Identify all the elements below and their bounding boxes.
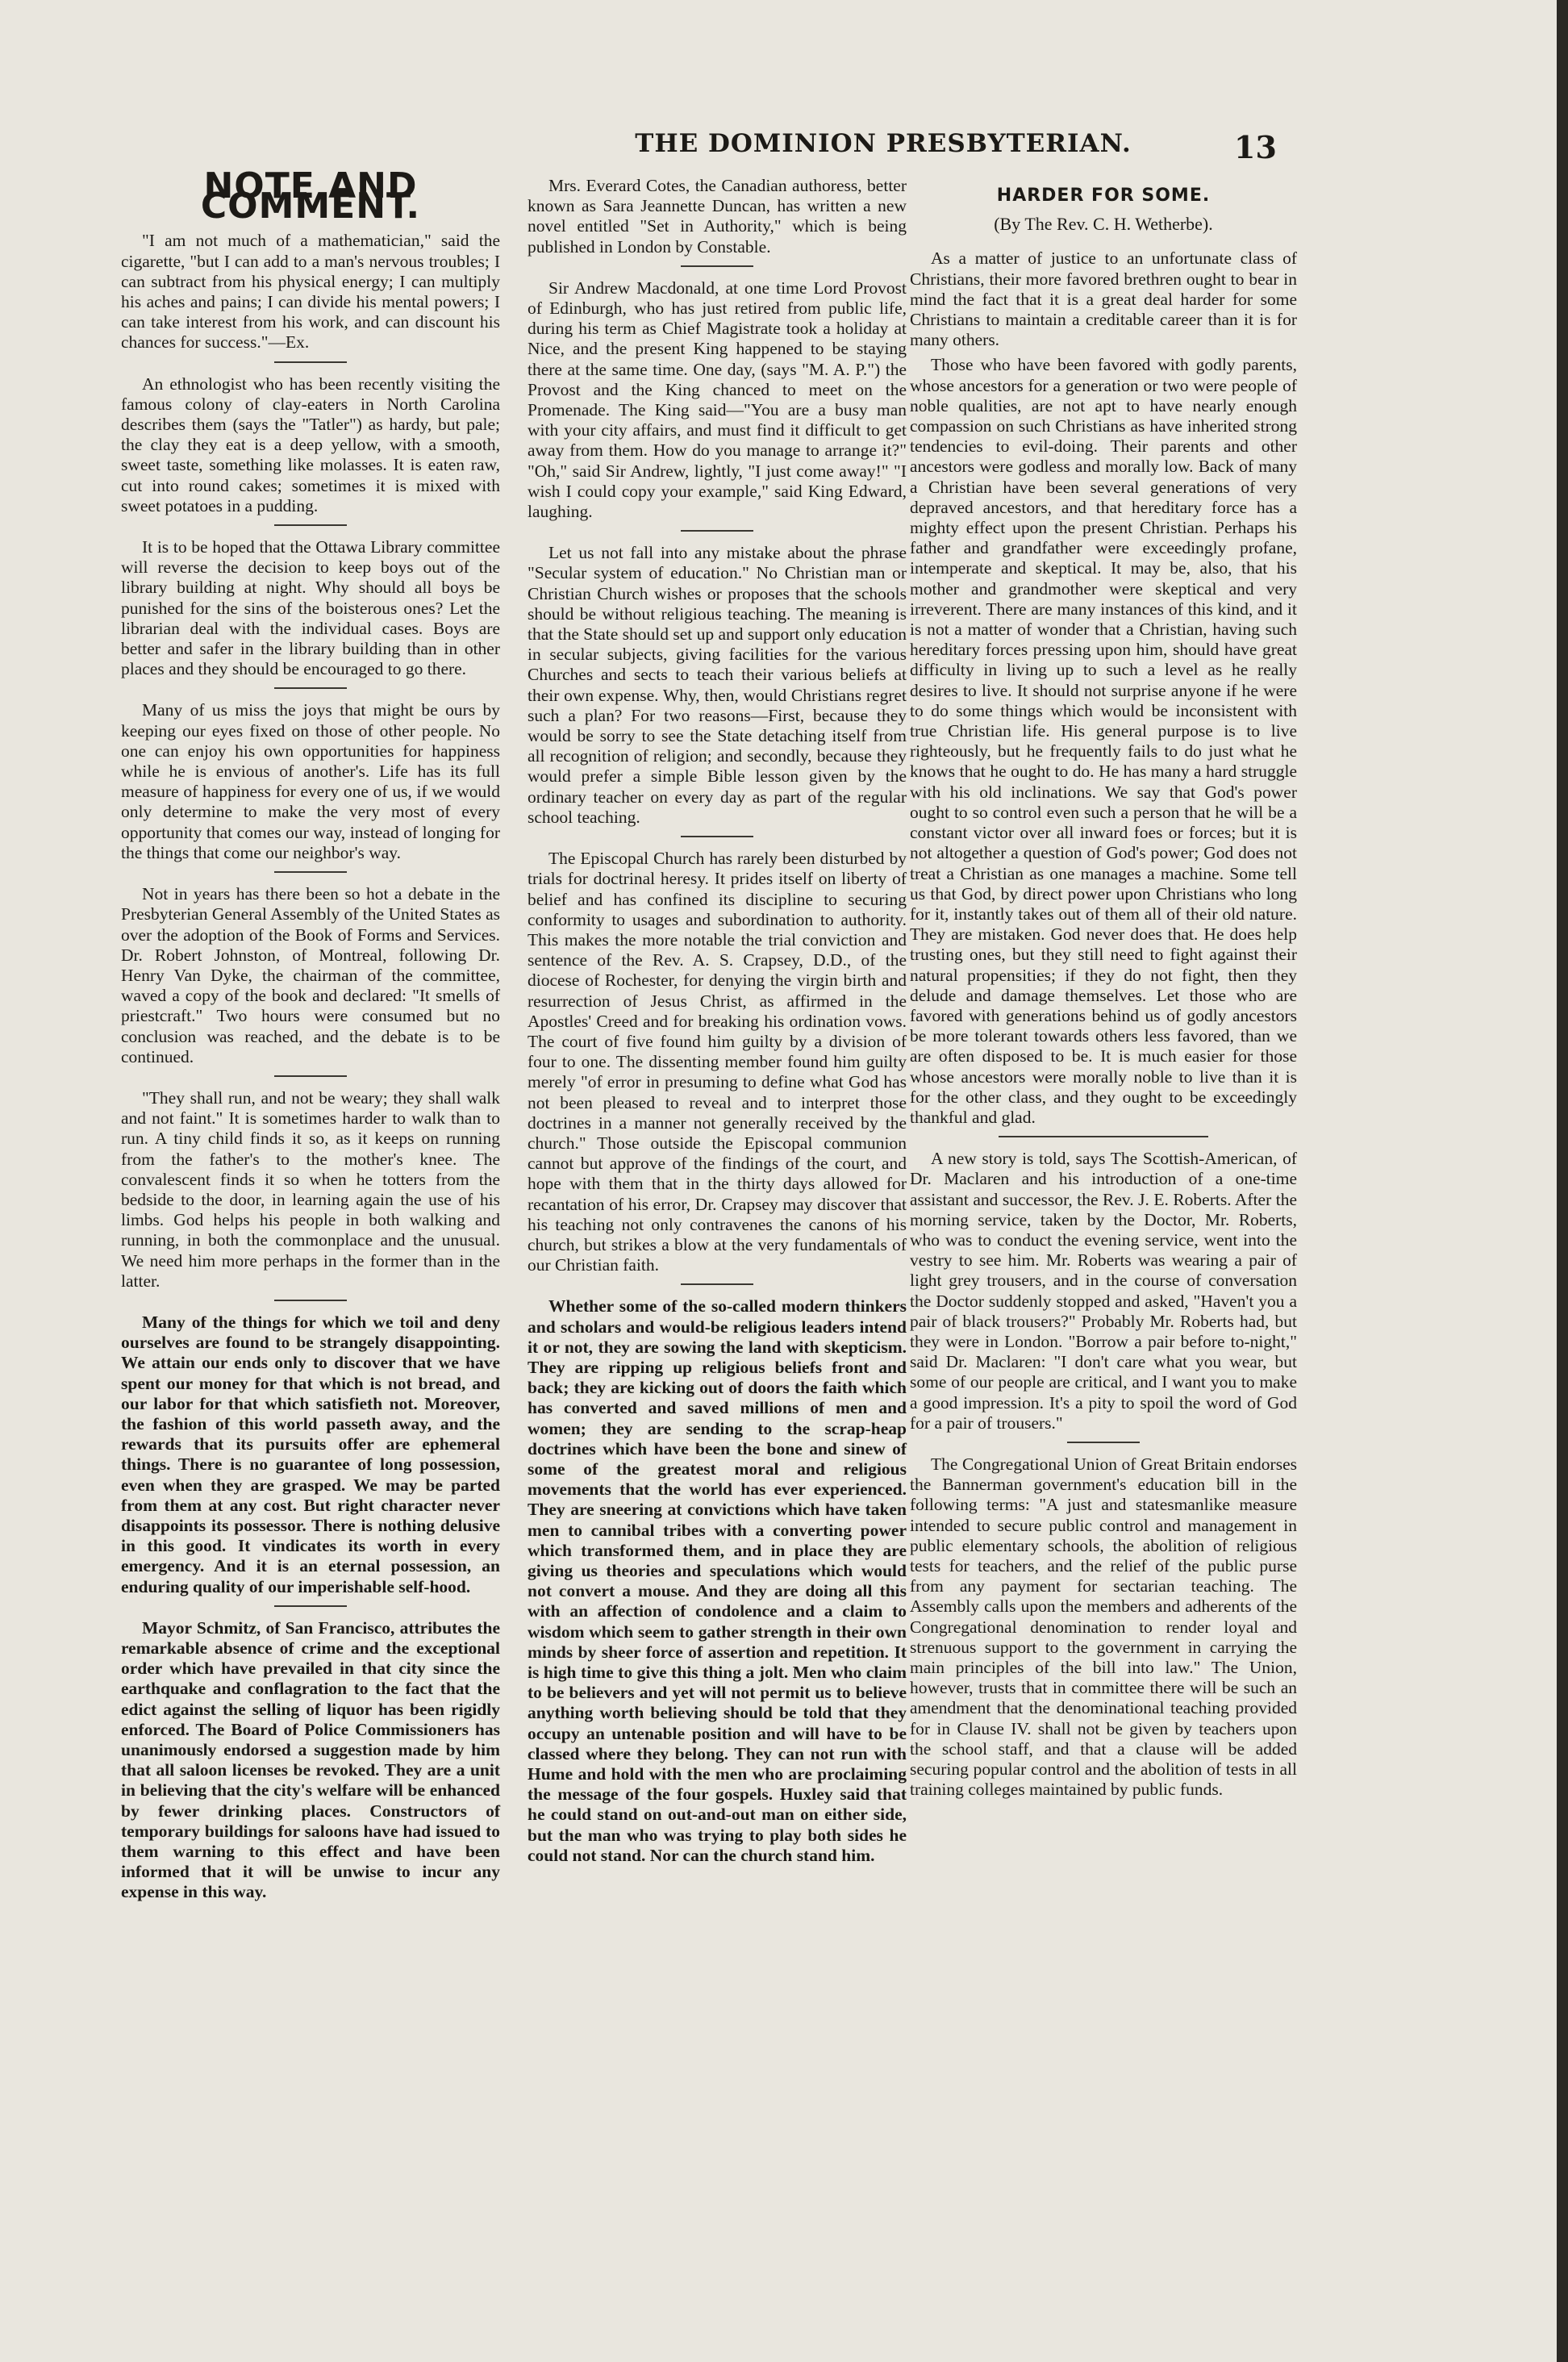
news-item — [121, 1312, 500, 1597]
news-paragraph: "They shall run, and not be weary; they shall walk and not faint." It is sometimes harder to walk than to run. A tiny child finds it so, as it keeps on running from the father's to the mother's knee. The convalescent finds it so when he totters from the bedside to the door, in learning again the use of his limbs. God helps his people in both walking and running, in both the commonplace and the unusual. We need him more perhaps in the former than in the latter. — [121, 1087, 500, 1291]
item-divider — [681, 530, 753, 532]
article-paragraph: As a matter of justice to an unfortunate class of Christians, their more favored brethren ought to bear in mind the fact that it is a great deal harder for some Christians to maintain a creditable career than it is for many others. — [910, 248, 1297, 350]
item-divider — [274, 1075, 347, 1077]
news-item — [528, 543, 907, 828]
news-item — [121, 1618, 500, 1903]
news-item — [528, 278, 907, 522]
column-3 — [910, 176, 1297, 1805]
news-item — [121, 374, 500, 516]
article-paragraph: Those who have been favored with godly parents, whose ancestors for a generation or two were people of noble qualities, are not apt to have nearly enough compassion on such Christians as have inherited strong tendencies to evil-doing. Their parents and other ancestors were godless and morally low. Back of many a Christian have been several generations of very depraved ancestors, and that hereditary force has a mighty effect upon the present Christian. Perhaps his father and grandfather were exceedingly profane, intemperate and skeptical. It may be, also, that his mother and grandmother were skeptical and very irreverent. There are many instances of this kind, and it is not a matter of wonder that a Christian, having such hereditary forces pressing upon him, should have great difficulty in living up to such a level as he really desires to live. It should not surprise anyone if he were to do some things which would be inconsistent with true Christian life. His general purpose is to live righteously, but he frequently fails to do just what he knows that he ought to do. He has many a hard struggle with his old inclinations. We say that God's power ought to so control even such a person that he will be a constant victor over all inward foes or forces; but it is not altogether a question of God's power; God does not treat a Christian as one manages a machine. Some tell us that God, by direct power upon Christians who long for it, instantly takes out of them all of their old nature. They are mistaken. God never does that. He does help trusting ones, but they still need to fight against their natural propensities; if they do not fight, then they delude and damage themselves. Let those who are favored with generations behind us of godly ancestors be more tolerant towards others less favored, than we are often disposed to be. It is much easier for those whose ancestors were morally noble to live than it is for the other class, and they ought to be exceedingly thankful and glad. — [910, 355, 1297, 1127]
news-paragraph: Whether some of the so-called modern thinkers and scholars and would-be religious leaders intend it or not, they are sowing the land with skepticism. They are ripping up religious beliefs front and back; they are kicking out of doors the faith which has converted and saved millions of men and women; they are sending to the scrap-heap doctrines which have been the bone and sinew of some of the greatest moral and religious movements that the world has ever experienced. They are sneering at convictions which have taken men to cannibal tribes with a converting power which transformed them, and in place they are giving us theories and speculations which would not convert a mouse. And they are doing all this with an affection of condolence and a claim to wisdom which seem to gather strength in their own minds by sheer force of assertion and repetition. It is high time to give this thing a jolt. Men who claim to be believers and yet will not permit us to believe anything worth believing should be told that they occupy an untenable position and will have to be classed where they belong. They can not run with Hume and hold with the men who are proclaiming the message of the four gospels. Huxley said that he could stand on out-and-out man on either side, but the man who was trying to play both sides he could not stand. Nor can the church stand him. — [528, 1296, 907, 1865]
item-divider — [274, 871, 347, 873]
article-byline: (By The Rev. C. H. Wetherbe). — [994, 214, 1213, 235]
column-1-items — [121, 231, 500, 1902]
page-edge-border — [1557, 0, 1568, 2362]
news-paragraph: Many of the things for which we toil and deny ourselves are found to be strangely disappointing. We attain our ends only to discover that we have spent our money for that which is not bread, and our labor for that which satisfieth not. Moreover, the fashion of this world passeth away, and the rewards that its pursuits offer are ephemeral things. There is no guarantee of long possession, even when they are grasped. We may be parted from them at any cost. But right character never disappoints its possessor. There is nothing delusive in this good. It vindicates its worth in every emergency. And it is an eternal possession, an enduring quality of our imperishable self-hood. — [121, 1312, 500, 1596]
news-item — [121, 884, 500, 1067]
page-number: 13 — [1234, 129, 1277, 165]
item-divider — [274, 1300, 347, 1301]
article-title: HARDER FOR SOME. — [996, 186, 1211, 206]
item-divider — [274, 1605, 347, 1607]
news-paragraph: Mrs. Everard Cotes, the Canadian authoress, better known as Sara Jeannette Duncan, has written a new novel entitled "Set in Authority," which is being published in London by Constable. — [528, 176, 907, 257]
section-title: NOTE AND COMMENT. — [200, 165, 421, 227]
news-paragraph: Not in years has there been so hot a debate in the Presbyterian General Assembly of the United States as over the adoption of the Book of Forms and Services. Dr. Robert Johnston, of Montreal, following Dr. Henry Van Dyke, the chairman of the committee, waved a copy of the book and declared: "It smells of priestcraft." Two hours were consumed but no conclusion was reached, and the debate is to be continued. — [121, 884, 500, 1066]
news-paragraph: A new story is told, says The Scottish-American, of Dr. Maclaren and his introduction of a one-time assistant and successor, the Rev. J. E. Roberts. After the morning service, taken by the Doctor, Mr. Roberts, who was to conduct the evening service, went into the vestry to see him. Mr. Roberts was wearing a pair of light grey trousers, and in the course of conversation the Doctor suddenly stopped and asked, "Haven't you a pair of black trousers?" Probably Mr. Roberts had, but they were in London. "Borrow a pair before to-night," said Dr. Maclaren: "I don't care what you wear, but some of our people are critical, and I want you to make a good impression. It's a pity to spoil the word of God for a pair of trousers." — [910, 1149, 1297, 1433]
news-item — [910, 1149, 1297, 1433]
page-header — [452, 129, 1315, 158]
item-divider — [681, 1283, 753, 1285]
news-paragraph: "I am not much of a mathematician," said the cigarette, "but I can add to a man's nervous troubles; I can subtract from his physical energy; I can multiply his aches and pains; I can divide his mental powers; I can take interest from his work, and can discount his chances for success."—Ex. — [121, 231, 500, 353]
news-paragraph: Many of us miss the joys that might be ours by keeping our eyes fixed on those of other people. No one can enjoy his own opportunities for happiness while he is envious of another's. Life has its full measure of happiness for every one of us, if we would only determine to make the very most of every opportunity that comes our way, instead of longing for the things that come our neighbor's way. — [121, 700, 500, 862]
item-divider — [274, 687, 347, 689]
news-item — [528, 176, 907, 257]
item-divider — [1067, 1442, 1140, 1443]
item-divider — [681, 265, 753, 267]
column-2-items — [528, 176, 907, 1866]
news-item — [121, 231, 500, 353]
news-item — [528, 849, 907, 1275]
news-item — [121, 700, 500, 863]
news-paragraph: An ethnologist who has been recently visiting the famous colony of clay-eaters in North Carolina describes them (says the "Tatler") as hardy, but pale; the clay they eat is a deep yellow, with a smooth, sweet taste, something like molasses. It is eaten raw, cut into round cakes; sometimes it is mixed with sweet potatoes in a pudding. — [121, 373, 500, 515]
news-paragraph: Sir Andrew Macdonald, at one time Lord Provost of Edinburgh, who has just retired from public life, during his term as Chief Magistrate took a holiday at Nice, and the present King happened to be staying there at the same time. One day, (says "M. A. P.") the Provost and the King chanced to meet on the Promenade. The King said—"You are a busy man with your city affairs, and must find it difficult to get away from them. How do you manage to arrange it?" "Oh," said Sir Andrew, lightly, "I just come away!" "I wish I could copy your example," said King Edward, laughing. — [528, 278, 907, 522]
news-item — [910, 1454, 1297, 1800]
news-paragraph: Let us not fall into any mistake about the phrase "Secular system of education." No Christian man or Christian Church wishes or proposes that the schools should be without religious teaching. The meaning is that the State should set up and support only education in secular subjects, giving facilities for the various Churches and sects to teach their various beliefs at their own expense. Why, then, would Christians regret such a plan? For two reasons—First, because they would be sorry to see the State detaching itself from all recognition of religion; and secondly, because they would prefer a simple Bible lesson given by the ordinary teacher on every day as part of the regular school teaching. — [528, 543, 907, 827]
column-3-items — [910, 1149, 1297, 1800]
news-item — [528, 1296, 907, 1866]
news-paragraph: It is to be hoped that the Ottawa Library committee will reverse the decision to keep boys out of the library building at night. Why should all boys be punished for the sins of the boisterous ones? Let the librarian deal with the individual cases. Boys are better and safer in the library building than in other places and they should be encouraged to go there. — [121, 537, 500, 679]
column-2 — [528, 176, 907, 1871]
column-1 — [121, 165, 500, 1908]
article-divider — [999, 1136, 1208, 1137]
item-divider — [274, 361, 347, 363]
news-paragraph: The Congregational Union of Great Britain endorses the Bannerman government's education bill in the following terms: "A just and statesmanlike measure intended to secure public control and management in public elementary schools, the abolition of religious tests for teachers, and the relief of the public purse from any payment for sectarian teaching. The Assembly calls upon the members and adherents of the Congregational denomination to render loyal and strenuous support to the government in carrying the main principles of the bill into law." The Union, however, trusts that in committee there will be such an amendment that the denominational teaching provided for in Clause IV. shall not be given by teachers upon the school staff, and that a clause will be added securing popular control and the abolition of tests in all training colleges maintained by public funds. — [910, 1454, 1297, 1800]
newspaper-title: THE DOMINION PRESBYTERIAN. — [635, 129, 1132, 158]
news-item — [121, 1088, 500, 1292]
news-paragraph: The Episcopal Church has rarely been disturbed by trials for doctrinal heresy. It prides itself on liberty of belief and has confined its discipline to securing conformity to usages and subordination to authority. This makes the more notable the trial conviction and sentence of the Rev. A. S. Crapsey, D.D., of the diocese of Rochester, for denying the virgin birth and resurrection of Jesus Christ, as affirmed in the Apostles' Creed and for breaking his ordination vows. The court of five found him guilty by a division of four to one. The dissenting member found him guilty merely "of error in presuming to define what God has not been pleased to reveal and to interpret those doctrines in a manner not generally received by the church." Those outside the Episcopal communion cannot but approve of the findings of the court, and hope with them that in the thirty days allowed for recantation of his error, Dr. Crapsey may discover that his teaching not only contravenes the canons of his church, but strikes a blow at the very fundamentals of our Christian faith. — [528, 849, 907, 1275]
item-divider — [681, 836, 753, 837]
news-paragraph: Mayor Schmitz, of San Francisco, attributes the remarkable absence of crime and the exceptional order which have prevailed in that city since the earthquake and conflagration to the fact that the edict against the selling of liquor has been rigidly enforced. The Board of Police Commissioners has unanimously endorsed a suggestion made by him that all saloon licenses be revoked. They are a unit in believing that the city's welfare will be enhanced by fewer drinking places. Constructors of temporary buildings for saloons have had issued to them warning to this effect and have been informed that it will be unwise to incur any expense in this way. — [121, 1617, 500, 1902]
item-divider — [274, 524, 347, 526]
news-item — [121, 537, 500, 679]
article-body — [910, 248, 1297, 1128]
